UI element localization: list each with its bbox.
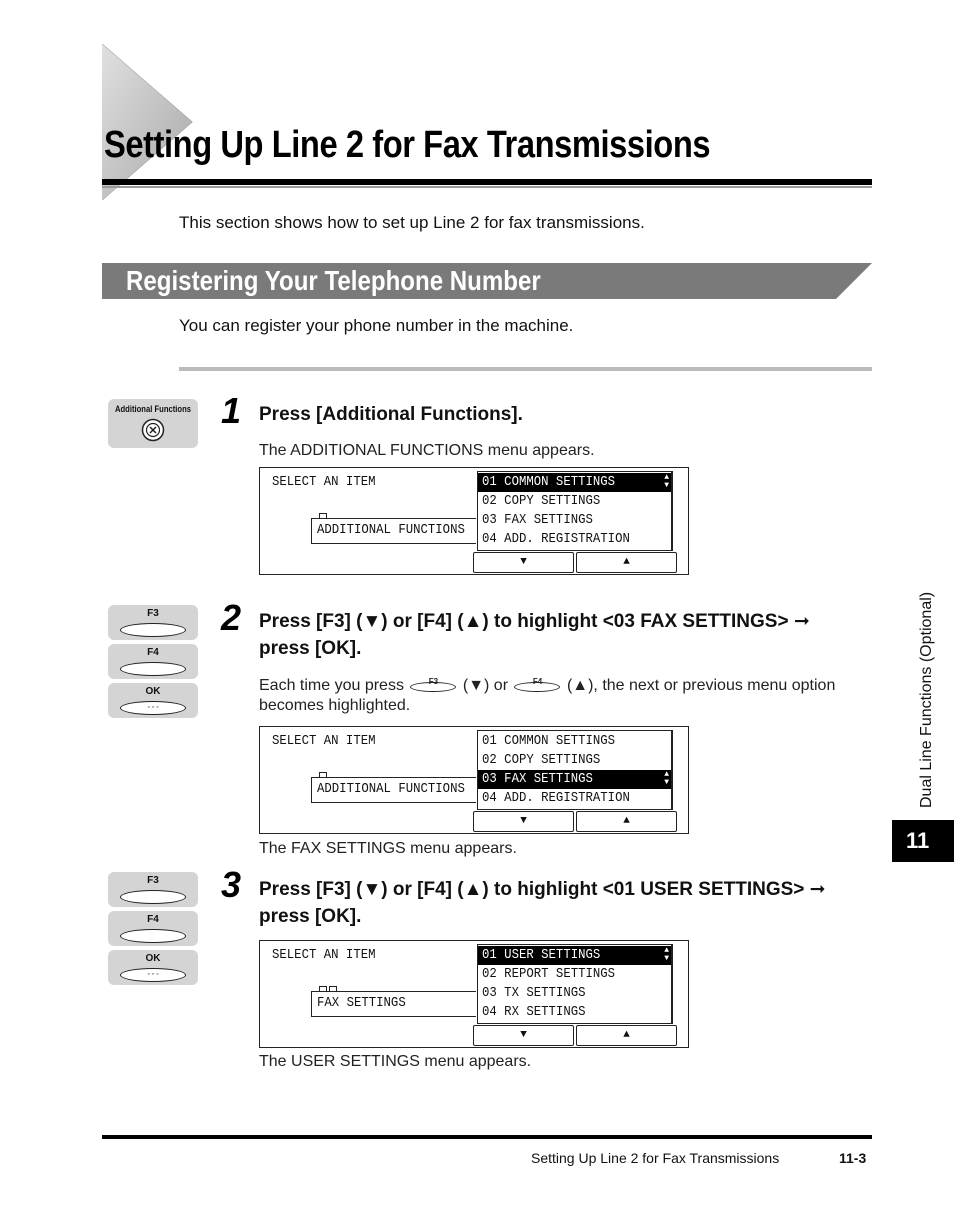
step-number-3: 3 <box>221 864 242 905</box>
lcd-current-menu <box>311 991 476 1017</box>
lcd-down-button[interactable]: ▼ <box>473 1025 574 1046</box>
inline-f3-label: F3 <box>428 677 439 686</box>
lcd-current-menu <box>311 518 476 544</box>
lcd-header: SELECT AN ITEM <box>272 947 376 963</box>
lcd-menu-item[interactable] <box>478 492 671 511</box>
f3-key-label: F3 <box>147 608 159 619</box>
section-title: Registering Your Telephone Number <box>126 265 541 296</box>
title-rule <box>102 179 872 185</box>
additional-functions-icon <box>141 418 165 442</box>
lcd-current-menu-label: ADDITIONAL FUNCTIONS <box>317 781 465 797</box>
f4-key-oval-icon <box>120 662 186 676</box>
step-1-note: The ADDITIONAL FUNCTIONS menu appears. <box>259 442 595 459</box>
lcd-menu-item-label: 01 USER SETTINGS <box>482 947 601 963</box>
page-title: Setting Up Line 2 for Fax Transmissions <box>104 124 711 166</box>
f3-key-label: F3 <box>147 875 159 886</box>
lcd-menu-list <box>477 471 673 551</box>
lcd-menu-item[interactable] <box>478 965 671 984</box>
lcd-level-indicator <box>319 979 339 985</box>
lcd-menu-item-label: 02 REPORT SETTINGS <box>482 966 616 982</box>
lcd-menu-item[interactable] <box>478 732 671 751</box>
footer-title: Setting Up Line 2 for Fax Transmissions <box>531 1150 780 1166</box>
f3-key-oval-icon <box>120 623 186 637</box>
inline-f4-label: F4 <box>532 677 543 686</box>
scroll-arrows-icon: ▲ ▼ <box>664 946 669 963</box>
f4-key[interactable] <box>108 644 198 679</box>
lcd-menu-item-label: 04 ADD. REGISTRATION <box>482 531 630 547</box>
f3-key[interactable] <box>108 872 198 907</box>
step-3-instruction-line2: press [OK]. <box>259 906 362 927</box>
section-rule <box>179 367 872 371</box>
lcd-screen-step-1 <box>259 467 689 575</box>
step-number-1: 1 <box>221 390 242 431</box>
lcd-menu-item[interactable] <box>478 984 671 1003</box>
ok-key[interactable] <box>108 683 198 718</box>
lcd-menu-item-label: 04 RX SETTINGS <box>482 1004 586 1020</box>
scroll-arrows-icon: ▲ ▼ <box>664 473 669 490</box>
lcd-menu-item-label: 01 COMMON SETTINGS <box>482 474 616 490</box>
lcd-menu-item-label: 03 FAX SETTINGS <box>482 512 593 528</box>
additional-functions-key[interactable] <box>108 399 198 448</box>
lcd-level-indicator <box>319 506 329 512</box>
lcd-menu-list <box>477 730 673 810</box>
lcd-menu-item[interactable] <box>478 789 671 808</box>
f3-key-oval-icon <box>120 890 186 904</box>
ok-key-label: OK <box>145 953 161 964</box>
step-3-instruction-line1: Press [F3] (▼) or [F4] (▲) to highlight <01 USER SETTINGS> ➞ <box>259 879 826 900</box>
lcd-menu-item-label: 03 TX SETTINGS <box>482 985 586 1001</box>
lcd-header: SELECT AN ITEM <box>272 733 376 749</box>
f4-key-oval-icon <box>120 929 186 943</box>
lcd-menu-item[interactable] <box>478 530 671 549</box>
lcd-menu-item-label: 02 COPY SETTINGS <box>482 493 601 509</box>
step-2-instruction-line1: Press [F3] (▼) or [F4] (▲) to highlight <03 FAX SETTINGS> ➞ <box>259 611 810 632</box>
step-1-instruction: Press [Additional Functions]. <box>259 404 523 425</box>
ok-key[interactable] <box>108 950 198 985</box>
section-intro: You can register your phone number in the machine. <box>179 316 574 335</box>
lcd-menu-item[interactable] <box>478 1003 671 1022</box>
lcd-current-menu-label: ADDITIONAL FUNCTIONS <box>317 522 465 538</box>
step-2-instruction-line2: press [OK]. <box>259 638 362 659</box>
lcd-menu-item[interactable] <box>478 946 671 965</box>
f3-key[interactable] <box>108 605 198 640</box>
lcd-header: SELECT AN ITEM <box>272 474 376 490</box>
step-3-result: The USER SETTINGS menu appears. <box>259 1053 532 1070</box>
lcd-menu-item[interactable] <box>478 473 671 492</box>
step-2-note-text: (▼) or <box>462 677 509 694</box>
lcd-level-indicator <box>319 765 329 771</box>
lcd-menu-item[interactable] <box>478 511 671 530</box>
page-number: 11-3 <box>839 1150 867 1166</box>
lcd-current-menu <box>311 777 476 803</box>
page-intro: This section shows how to set up Line 2 for fax transmissions. <box>179 213 645 232</box>
chapter-number-tab[interactable]: 11 <box>892 820 954 862</box>
lcd-menu-item-label: 04 ADD. REGISTRATION <box>482 790 630 806</box>
lcd-down-button[interactable]: ▼ <box>473 552 574 573</box>
step-2-note-text: (▲), the next or previous menu option <box>566 677 836 694</box>
chapter-side-title: Dual Line Functions (Optional) <box>918 591 935 808</box>
lcd-up-button[interactable]: ▲ <box>576 552 677 573</box>
step-number-2: 2 <box>221 597 242 638</box>
title-rule-secondary <box>102 186 872 188</box>
inline-f3-key-icon <box>408 674 458 694</box>
lcd-down-button[interactable]: ▼ <box>473 811 574 832</box>
ok-key-oval-icon: ◦ ◦ ◦ <box>120 701 186 715</box>
lcd-current-menu-label: FAX SETTINGS <box>317 995 406 1011</box>
step-2-note-text: Each time you press <box>259 677 404 694</box>
step-2-note <box>259 674 871 716</box>
lcd-menu-list <box>477 944 673 1024</box>
lcd-menu-item-label: 01 COMMON SETTINGS <box>482 733 616 749</box>
step-2-result: The FAX SETTINGS menu appears. <box>259 840 517 857</box>
f4-key[interactable] <box>108 911 198 946</box>
ok-key-label: OK <box>145 686 161 697</box>
lcd-menu-item-label: 02 COPY SETTINGS <box>482 752 601 768</box>
step-2-note-text: becomes highlighted. <box>259 697 411 714</box>
title-triangle-decoration <box>102 44 212 200</box>
scroll-arrows-icon: ▲ ▼ <box>664 770 669 787</box>
ok-key-oval-icon: ◦ ◦ ◦ <box>120 968 186 982</box>
lcd-screen-step-3 <box>259 940 689 1048</box>
inline-f4-key-icon <box>512 674 562 694</box>
lcd-menu-item[interactable] <box>478 751 671 770</box>
lcd-menu-item[interactable] <box>478 770 671 789</box>
lcd-menu-item-label: 03 FAX SETTINGS <box>482 771 593 787</box>
lcd-screen-step-2 <box>259 726 689 834</box>
footer-rule <box>102 1135 872 1139</box>
f4-key-label: F4 <box>147 647 159 658</box>
lcd-up-button[interactable]: ▲ <box>576 811 677 832</box>
additional-functions-key-label: Additional Functions <box>114 404 192 414</box>
f4-key-label: F4 <box>147 914 159 925</box>
lcd-up-button[interactable]: ▲ <box>576 1025 677 1046</box>
